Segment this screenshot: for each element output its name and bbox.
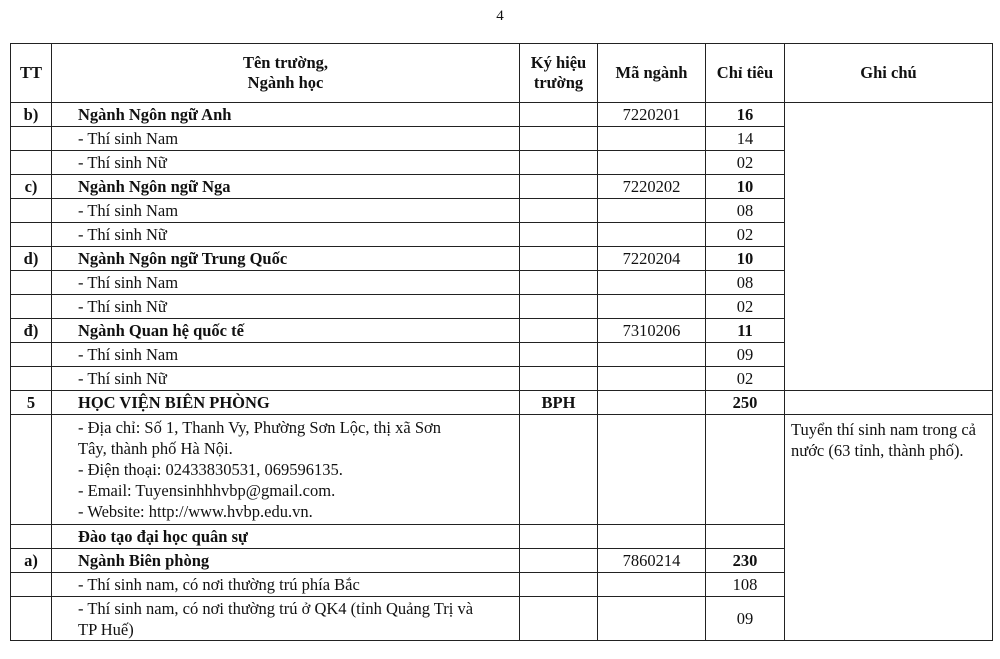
- header-symbol: [520, 44, 598, 103]
- major-name: Ngành Ngôn ngữ Anh: [52, 103, 520, 127]
- note-line: nước (63 tỉnh, thành phố).: [791, 441, 964, 460]
- website-line: - Website: http://www.hvbp.edu.vn.: [78, 502, 313, 521]
- major-code: 7310206: [598, 319, 706, 343]
- major-code: 7220204: [598, 247, 706, 271]
- sub-quota: 08: [706, 199, 785, 223]
- sub-name: - Thí sinh Nữ: [52, 367, 520, 391]
- sub-name-line: TP Huế): [78, 619, 134, 639]
- header-name-line2: Ngành học: [247, 73, 324, 92]
- sub-name: [52, 597, 520, 641]
- header-row: [11, 44, 993, 103]
- sub-name: - Thí sinh Nam: [52, 343, 520, 367]
- sub-name: - Thí sinh Nam: [52, 271, 520, 295]
- sub-quota: 09: [706, 343, 785, 367]
- major-name: Ngành Ngôn ngữ Nga: [52, 175, 520, 199]
- sub-name: - Thí sinh Nữ: [52, 151, 520, 175]
- address-line: - Địa chỉ: Số 1, Thanh Vy, Phường Sơn Lộc, thị xã Sơn: [78, 418, 441, 437]
- header-note: Ghi chú: [785, 44, 993, 103]
- header-code: Mã ngành: [598, 44, 706, 103]
- sub-quota: 09: [706, 597, 785, 641]
- row-tt: b): [11, 103, 52, 127]
- major-quota: 16: [706, 103, 785, 127]
- major-name: Ngành Ngôn ngữ Trung Quốc: [52, 247, 520, 271]
- row-tt: d): [11, 247, 52, 271]
- note-line: Tuyển thí sinh nam trong cả: [791, 420, 977, 439]
- major-quota: 10: [706, 175, 785, 199]
- sub-name: - Thí sinh nam, có nơi thường trú phía Bắc: [52, 573, 520, 597]
- header-symbol-line1: Ký hiệu: [530, 53, 587, 72]
- sub-name-line: - Thí sinh nam, có nơi thường trú ở QK4 (tỉnh Quảng Trị và: [78, 598, 474, 618]
- school-info-row: [11, 415, 993, 525]
- sub-quota: 08: [706, 271, 785, 295]
- sub-quota: 108: [706, 573, 785, 597]
- header-name-line1: Tên trường,: [242, 53, 329, 72]
- major-quota: 230: [706, 549, 785, 573]
- major-quota: 10: [706, 247, 785, 271]
- school-row: [11, 391, 993, 415]
- major-code: 7860214: [598, 549, 706, 573]
- school-contact: [52, 415, 520, 525]
- school-note: [785, 415, 993, 641]
- sub-quota: 02: [706, 367, 785, 391]
- sub-name: - Thí sinh Nữ: [52, 295, 520, 319]
- admission-table: [10, 43, 993, 641]
- address-line: Tây, thành phố Hà Nội.: [78, 439, 233, 458]
- school-symbol: BPH: [520, 391, 598, 415]
- note-cell-empty: [785, 103, 993, 391]
- row-tt: đ): [11, 319, 52, 343]
- table-row: [11, 103, 993, 127]
- sub-quota: 02: [706, 151, 785, 175]
- sub-name: - Thí sinh Nam: [52, 127, 520, 151]
- phone-line: - Điện thoại: 02433830531, 069596135.: [78, 460, 343, 479]
- school-quota: 250: [706, 391, 785, 415]
- sub-name: - Thí sinh Nam: [52, 199, 520, 223]
- email-line: - Email: Tuyensinhhhvbp@gmail.com.: [78, 481, 336, 500]
- major-name: Ngành Quan hệ quốc tế: [52, 319, 520, 343]
- sub-quota: 02: [706, 223, 785, 247]
- header-tt: TT: [11, 44, 52, 103]
- major-name: Ngành Biên phòng: [52, 549, 520, 573]
- row-tt: c): [11, 175, 52, 199]
- page-number: 4: [496, 8, 504, 24]
- major-quota: 11: [706, 319, 785, 343]
- header-symbol-line2: trường: [533, 73, 584, 92]
- sub-name: - Thí sinh Nữ: [52, 223, 520, 247]
- school-tt: 5: [11, 391, 52, 415]
- sub-quota: 02: [706, 295, 785, 319]
- row-tt: a): [11, 549, 52, 573]
- major-code: 7220201: [598, 103, 706, 127]
- header-name: [52, 44, 520, 103]
- training-label: Đào tạo đại học quân sự: [52, 525, 520, 549]
- sub-quota: 14: [706, 127, 785, 151]
- major-code: 7220202: [598, 175, 706, 199]
- school-name: HỌC VIỆN BIÊN PHÒNG: [52, 391, 520, 415]
- header-quota: Chỉ tiêu: [706, 44, 785, 103]
